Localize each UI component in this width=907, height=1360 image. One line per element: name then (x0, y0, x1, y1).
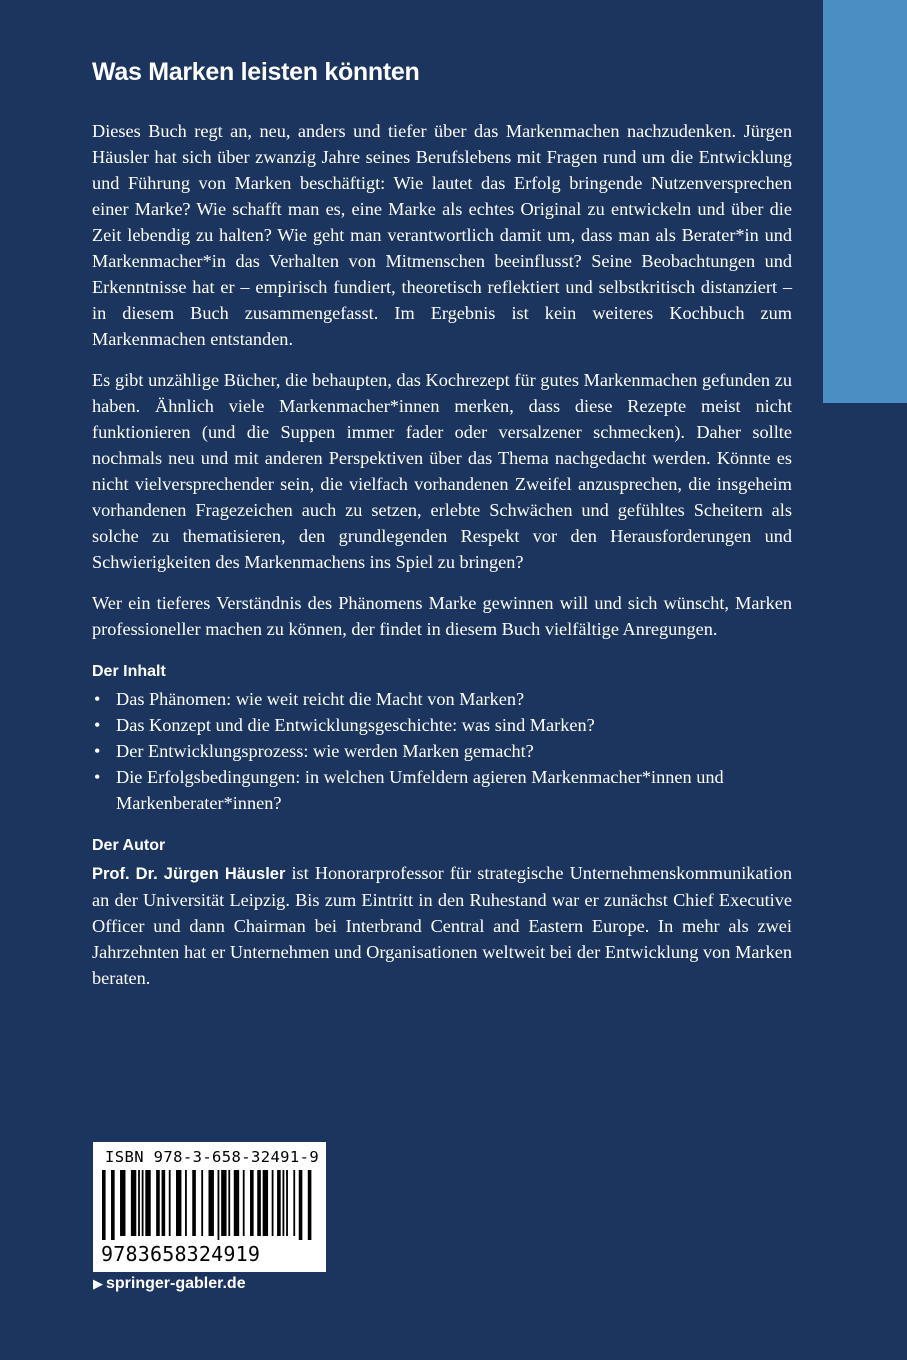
author-name: Prof. Dr. Jürgen Häusler (92, 865, 286, 883)
list-item-text: Das Phänomen: wie weit reicht die Macht von Marken? (116, 689, 525, 709)
barcode-bar (185, 1170, 187, 1236)
barcode-bar (293, 1170, 295, 1236)
author-bio (92, 860, 792, 991)
barcode-bar (228, 1170, 230, 1236)
barcode-bar (209, 1170, 214, 1236)
paragraph: Es gibt unzählige Bücher, die behaupten, das Kochrezept für gutes Markenmachen gefunden zu haben. Ähnlich viele Markenmacher*innen merken, dass diese Rezepte meist nicht funktionieren (und die Suppen immer fader oder versalzener schmecken). Daher sollte nochmals neu und mit anderen Perspektiven über das Thema nachgedacht werden. Könnte es nicht vielversprechender sein, die vielfach vorhandenen Zweifel anzusprechen, die insgeheim vorhandenen Fragezeichen auch zu setzen, erlebte Schwächen und gefühltes Scheitern als solche zu thematisieren, den grundlegenden Respekt vor den Herausforderungen und Schwierigkeiten des Markenmachens ins Spiel zu bringen? (92, 370, 792, 572)
main-content (92, 118, 792, 1006)
barcode-bar (272, 1170, 274, 1236)
bullet-icon: • (94, 767, 101, 787)
list-item-text: Der Entwicklungsprozess: wie werden Marken gemacht? (116, 741, 534, 761)
list-item (92, 764, 792, 816)
barcode-bar (138, 1170, 140, 1236)
barcode-bar (169, 1170, 171, 1236)
barcode-bar (120, 1170, 125, 1236)
barcode-bar (286, 1170, 288, 1236)
paragraph: Wer ein tieferes Verständnis des Phänomens Marke gewinnen will und sich wünscht, Marken professioneller machen zu können, der findet in diesem Buch vielfältige Anregungen. (92, 593, 792, 639)
website-link[interactable] (93, 1275, 246, 1293)
barcode-bar (308, 1170, 312, 1240)
author-bio-text: ist Honorarprofessor für strategische Unternehmenskommunikation an der Universität Leipzig. Bis zum Eintritt in den Ruhestand war er zunächst Chief Executive Officer und dann Chairman bei Interbrand Central and Eastern Europe. In mehr als zwei Jahrzehnten hat er Unternehmen und Organisationen weltweit bei der Entwicklung von Marken beraten. (92, 863, 792, 988)
barcode-bar (299, 1170, 303, 1240)
barcode-box (93, 1142, 326, 1272)
barcode-bar (250, 1170, 254, 1236)
barcode-bar (142, 1170, 144, 1236)
accent-bar (823, 0, 907, 403)
barcode-bar (218, 1170, 220, 1240)
bullet-icon: • (94, 741, 101, 761)
autor-heading: Der Autor (92, 837, 166, 854)
paragraph: Dieses Buch regt an, neu, anders und tiefer über das Markenmachen nachzudenken. Jürgen Häusler hat sich über zwanzig Jahre seines Berufslebens mit Fragen rund um die Entwicklung und Führung von Marken beschäftigt: Wie lautet das Erfolg bringende Nutzenversprechen einer Marke? Wie schafft man es, eine Marke als echtes Original zu entwickeln und über die Zeit lebendig zu halten? Wie geht man verantwortlich damit um, dass man als Berater*in und Markenmacher*in das Verhalten von Mitmenschen beeinflusst? Seine Beobachtungen und Erkenntnisse hat er – empirisch fundiert, theoretisch reflektiert und selbstkritisch distanziert – in diesem Buch zusammengefasst. Im Ergebnis ist kein weiteres Kochbuch zum Markenmachen entstanden. (92, 121, 792, 349)
barcode-bar (243, 1170, 245, 1236)
bullet-icon: • (94, 715, 101, 735)
list-item (92, 686, 792, 712)
barcode-bar (156, 1170, 160, 1236)
bullet-icon: • (94, 689, 101, 709)
list-item (92, 712, 792, 738)
barcode-bar (283, 1170, 285, 1236)
isbn-label: ISBN 978-3-658-32491-9 (105, 1148, 320, 1166)
barcode-bar (176, 1170, 181, 1236)
barcode-bar (263, 1170, 268, 1236)
barcode-bar (145, 1170, 150, 1236)
inhalt-heading: Der Inhalt (92, 663, 166, 680)
barcode-bar (162, 1170, 166, 1236)
website-url: springer-gabler.de (106, 1275, 246, 1292)
barcode-bar (192, 1170, 196, 1236)
barcode-bar (131, 1170, 136, 1236)
list-item-text: Die Erfolgsbedingungen: in welchen Umfeldern agieren Markenmacher*innen und Markenberater*innen? (116, 767, 724, 813)
barcode-bar (277, 1170, 281, 1236)
barcode-bar (257, 1170, 261, 1236)
barcode-bar (102, 1170, 106, 1240)
inhalt-list (92, 686, 792, 816)
barcode-bar (111, 1170, 115, 1240)
barcode-bar (234, 1170, 239, 1236)
arrow-right-icon: ▶ (93, 1276, 103, 1291)
list-item-text: Das Konzept und die Entwicklungsgeschichte: was sind Marken? (116, 715, 595, 735)
barcode-bar (201, 1170, 203, 1236)
barcode-digits: 9783658324919 (101, 1242, 261, 1266)
page-title: Was Marken leisten könnten (92, 58, 420, 86)
list-item (92, 738, 792, 764)
barcode-icon (102, 1170, 317, 1240)
barcode-bar (221, 1170, 226, 1236)
